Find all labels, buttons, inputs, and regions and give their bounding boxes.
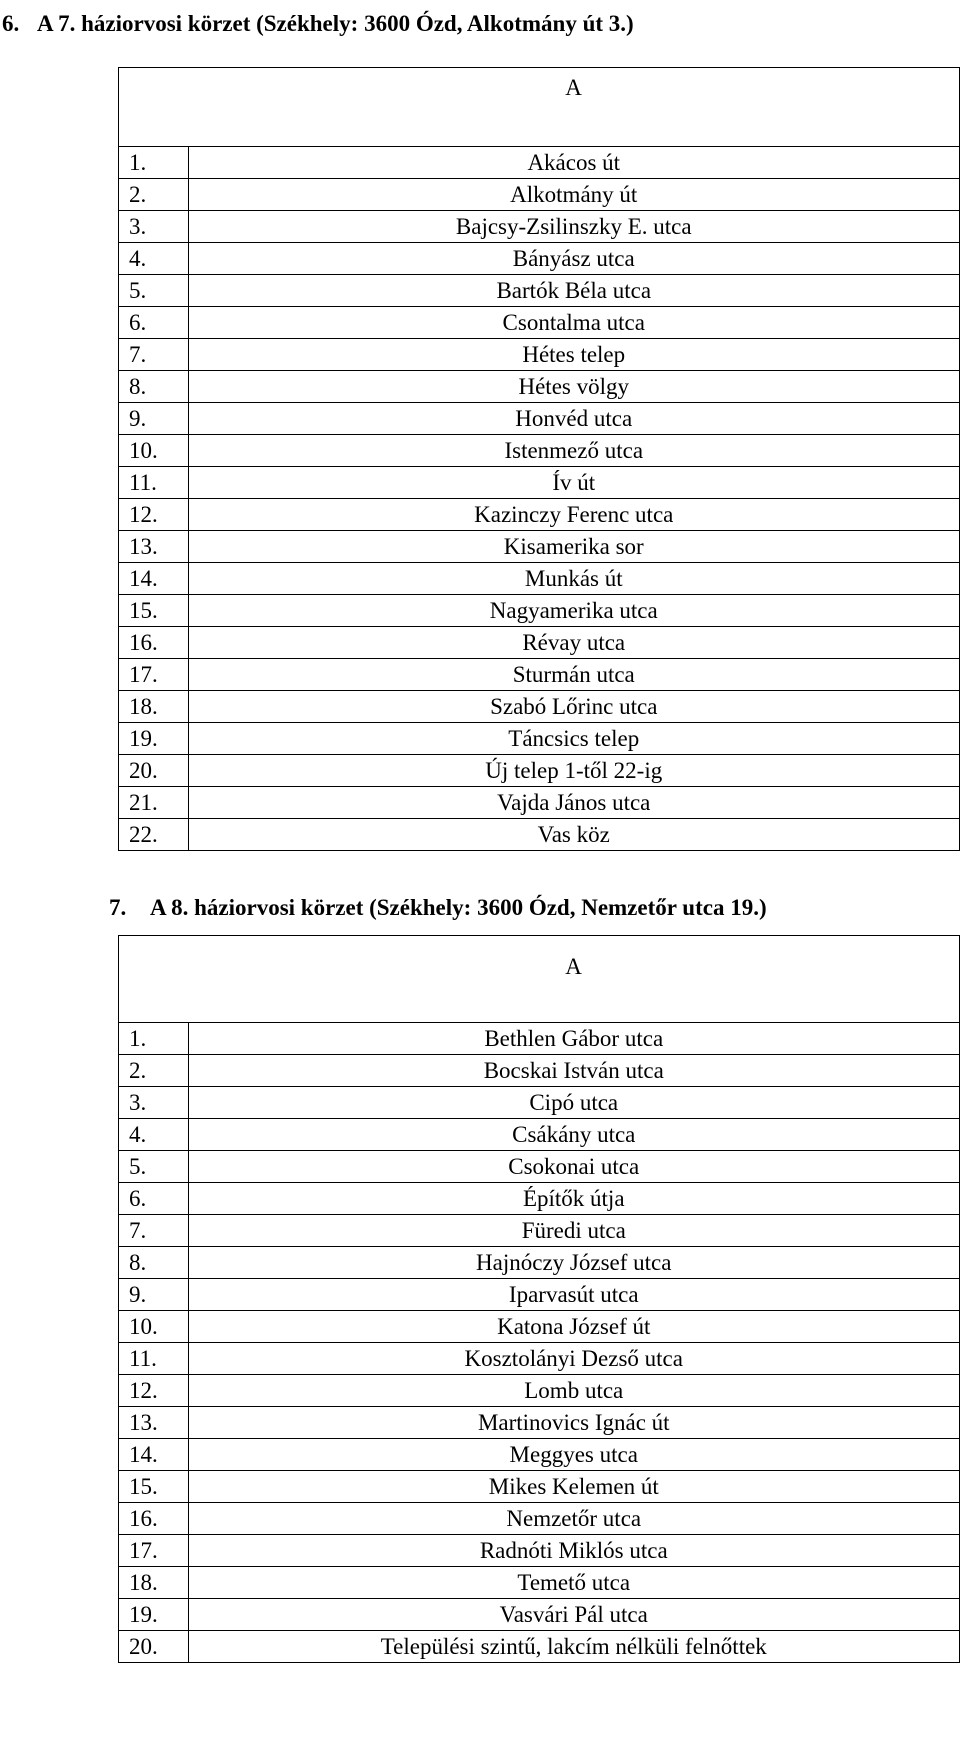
row-number: 12. <box>119 1375 189 1407</box>
row-number: 8. <box>119 371 189 403</box>
row-number: 9. <box>119 1279 189 1311</box>
table-row <box>119 1503 960 1535</box>
street-name: Szabó Lőrinc utca <box>188 691 960 723</box>
street-name: Mikes Kelemen út <box>188 1471 960 1503</box>
row-number: 2. <box>119 179 189 211</box>
street-name: Révay utca <box>188 627 960 659</box>
table-row <box>119 1439 960 1471</box>
table-row <box>119 1183 960 1215</box>
row-number: 2. <box>119 1055 189 1087</box>
row-number: 5. <box>119 275 189 307</box>
row-number: 3. <box>119 1087 189 1119</box>
street-name: Kosztolányi Dezső utca <box>188 1343 960 1375</box>
row-number: 3. <box>119 211 189 243</box>
section-heading-district-8 <box>109 894 767 922</box>
row-number: 11. <box>119 1343 189 1375</box>
row-number: 16. <box>119 1503 189 1535</box>
section-title: A 8. háziorvosi körzet (Székhely: 3600 Ózd, Nemzetőr utca 19.) <box>150 895 767 920</box>
table-row <box>119 307 960 339</box>
street-name: Kazinczy Ferenc utca <box>188 499 960 531</box>
street-name: Bartók Béla utca <box>188 275 960 307</box>
street-name: Vas köz <box>188 819 960 851</box>
row-number: 15. <box>119 1471 189 1503</box>
table-row <box>119 371 960 403</box>
row-number: 6. <box>119 1183 189 1215</box>
street-name: Temető utca <box>188 1567 960 1599</box>
table-row <box>119 1023 960 1055</box>
street-name: Bányász utca <box>188 243 960 275</box>
table-row <box>119 691 960 723</box>
row-number: 10. <box>119 435 189 467</box>
street-name: Csontalma utca <box>188 307 960 339</box>
table-row <box>119 1343 960 1375</box>
table-row <box>119 723 960 755</box>
street-name: Bethlen Gábor utca <box>188 1023 960 1055</box>
street-name: Cipó utca <box>188 1087 960 1119</box>
column-header: A <box>188 936 960 1023</box>
row-number: 1. <box>119 1023 189 1055</box>
row-number: 5. <box>119 1151 189 1183</box>
street-name: Csákány utca <box>188 1119 960 1151</box>
street-name: Települési szintű, lakcím nélküli felnőttek <box>188 1631 960 1663</box>
street-name: Nemzetőr utca <box>188 1503 960 1535</box>
street-table-district-8 <box>118 935 960 1663</box>
table-row <box>119 1119 960 1151</box>
table-row <box>119 243 960 275</box>
row-number: 14. <box>119 1439 189 1471</box>
section-number: 6. <box>2 11 20 36</box>
street-name: Hétes völgy <box>188 371 960 403</box>
table-row <box>119 467 960 499</box>
street-name: Vajda János utca <box>188 787 960 819</box>
row-number: 18. <box>119 691 189 723</box>
street-name: Iparvasút utca <box>188 1279 960 1311</box>
table-row <box>119 1535 960 1567</box>
street-name: Radnóti Miklós utca <box>188 1535 960 1567</box>
table-row <box>119 1471 960 1503</box>
street-name: Istenmező utca <box>188 435 960 467</box>
row-number: 18. <box>119 1567 189 1599</box>
row-number: 11. <box>119 467 189 499</box>
street-table-district-7 <box>118 67 960 851</box>
street-name: Lomb utca <box>188 1375 960 1407</box>
section-title: A 7. háziorvosi körzet (Székhely: 3600 Ózd, Alkotmány út 3.) <box>37 11 634 36</box>
section-number: 7. <box>109 895 127 920</box>
table-header-row <box>119 68 960 147</box>
street-name: Alkotmány út <box>188 179 960 211</box>
row-number: 10. <box>119 1311 189 1343</box>
row-number: 14. <box>119 563 189 595</box>
table-header-row <box>119 936 960 1023</box>
header-blank-cell <box>119 68 189 147</box>
street-name: Hétes telep <box>188 339 960 371</box>
row-number: 9. <box>119 403 189 435</box>
row-number: 13. <box>119 531 189 563</box>
row-number: 19. <box>119 723 189 755</box>
street-name: Katona József út <box>188 1311 960 1343</box>
row-number: 22. <box>119 819 189 851</box>
column-header: A <box>188 68 960 147</box>
table-row <box>119 1599 960 1631</box>
street-name: Ív út <box>188 467 960 499</box>
table-row <box>119 339 960 371</box>
table-row <box>119 1375 960 1407</box>
table-row <box>119 659 960 691</box>
row-number: 13. <box>119 1407 189 1439</box>
street-name: Akácos út <box>188 147 960 179</box>
table-row <box>119 435 960 467</box>
table-row <box>119 1055 960 1087</box>
street-name: Építők útja <box>188 1183 960 1215</box>
table-row <box>119 147 960 179</box>
street-name: Meggyes utca <box>188 1439 960 1471</box>
row-number: 20. <box>119 1631 189 1663</box>
street-name: Sturmán utca <box>188 659 960 691</box>
street-name: Hajnóczy József utca <box>188 1247 960 1279</box>
table-row <box>119 1215 960 1247</box>
table-row <box>119 787 960 819</box>
table-row <box>119 595 960 627</box>
table-row <box>119 563 960 595</box>
table-row <box>119 819 960 851</box>
street-name: Martinovics Ignác út <box>188 1407 960 1439</box>
row-number: 21. <box>119 787 189 819</box>
street-name: Füredi utca <box>188 1215 960 1247</box>
table-row <box>119 499 960 531</box>
street-name: Csokonai utca <box>188 1151 960 1183</box>
row-number: 17. <box>119 659 189 691</box>
street-name: Táncsics telep <box>188 723 960 755</box>
row-number: 20. <box>119 755 189 787</box>
section-heading-district-7 <box>2 10 634 38</box>
row-number: 19. <box>119 1599 189 1631</box>
row-number: 17. <box>119 1535 189 1567</box>
row-number: 7. <box>119 339 189 371</box>
table-row <box>119 403 960 435</box>
row-number: 12. <box>119 499 189 531</box>
table-row <box>119 1407 960 1439</box>
table-row <box>119 1151 960 1183</box>
row-number: 7. <box>119 1215 189 1247</box>
row-number: 1. <box>119 147 189 179</box>
street-name: Bajcsy-Zsilinszky E. utca <box>188 211 960 243</box>
row-number: 4. <box>119 243 189 275</box>
street-name: Bocskai István utca <box>188 1055 960 1087</box>
table-row <box>119 1567 960 1599</box>
table-row <box>119 627 960 659</box>
row-number: 6. <box>119 307 189 339</box>
row-number: 4. <box>119 1119 189 1151</box>
table-row <box>119 755 960 787</box>
street-name: Honvéd utca <box>188 403 960 435</box>
table-body <box>119 147 960 851</box>
row-number: 8. <box>119 1247 189 1279</box>
table-row <box>119 1247 960 1279</box>
row-number: 16. <box>119 627 189 659</box>
header-blank-cell <box>119 936 189 1023</box>
table-row <box>119 531 960 563</box>
table-row <box>119 211 960 243</box>
table-row <box>119 179 960 211</box>
street-name: Kisamerika sor <box>188 531 960 563</box>
table-body <box>119 1023 960 1663</box>
street-name: Nagyamerika utca <box>188 595 960 627</box>
street-name: Munkás út <box>188 563 960 595</box>
table-row <box>119 275 960 307</box>
street-name: Új telep 1-től 22-ig <box>188 755 960 787</box>
table-row <box>119 1087 960 1119</box>
row-number: 15. <box>119 595 189 627</box>
table-row <box>119 1311 960 1343</box>
table-row <box>119 1631 960 1663</box>
table-row <box>119 1279 960 1311</box>
street-name: Vasvári Pál utca <box>188 1599 960 1631</box>
